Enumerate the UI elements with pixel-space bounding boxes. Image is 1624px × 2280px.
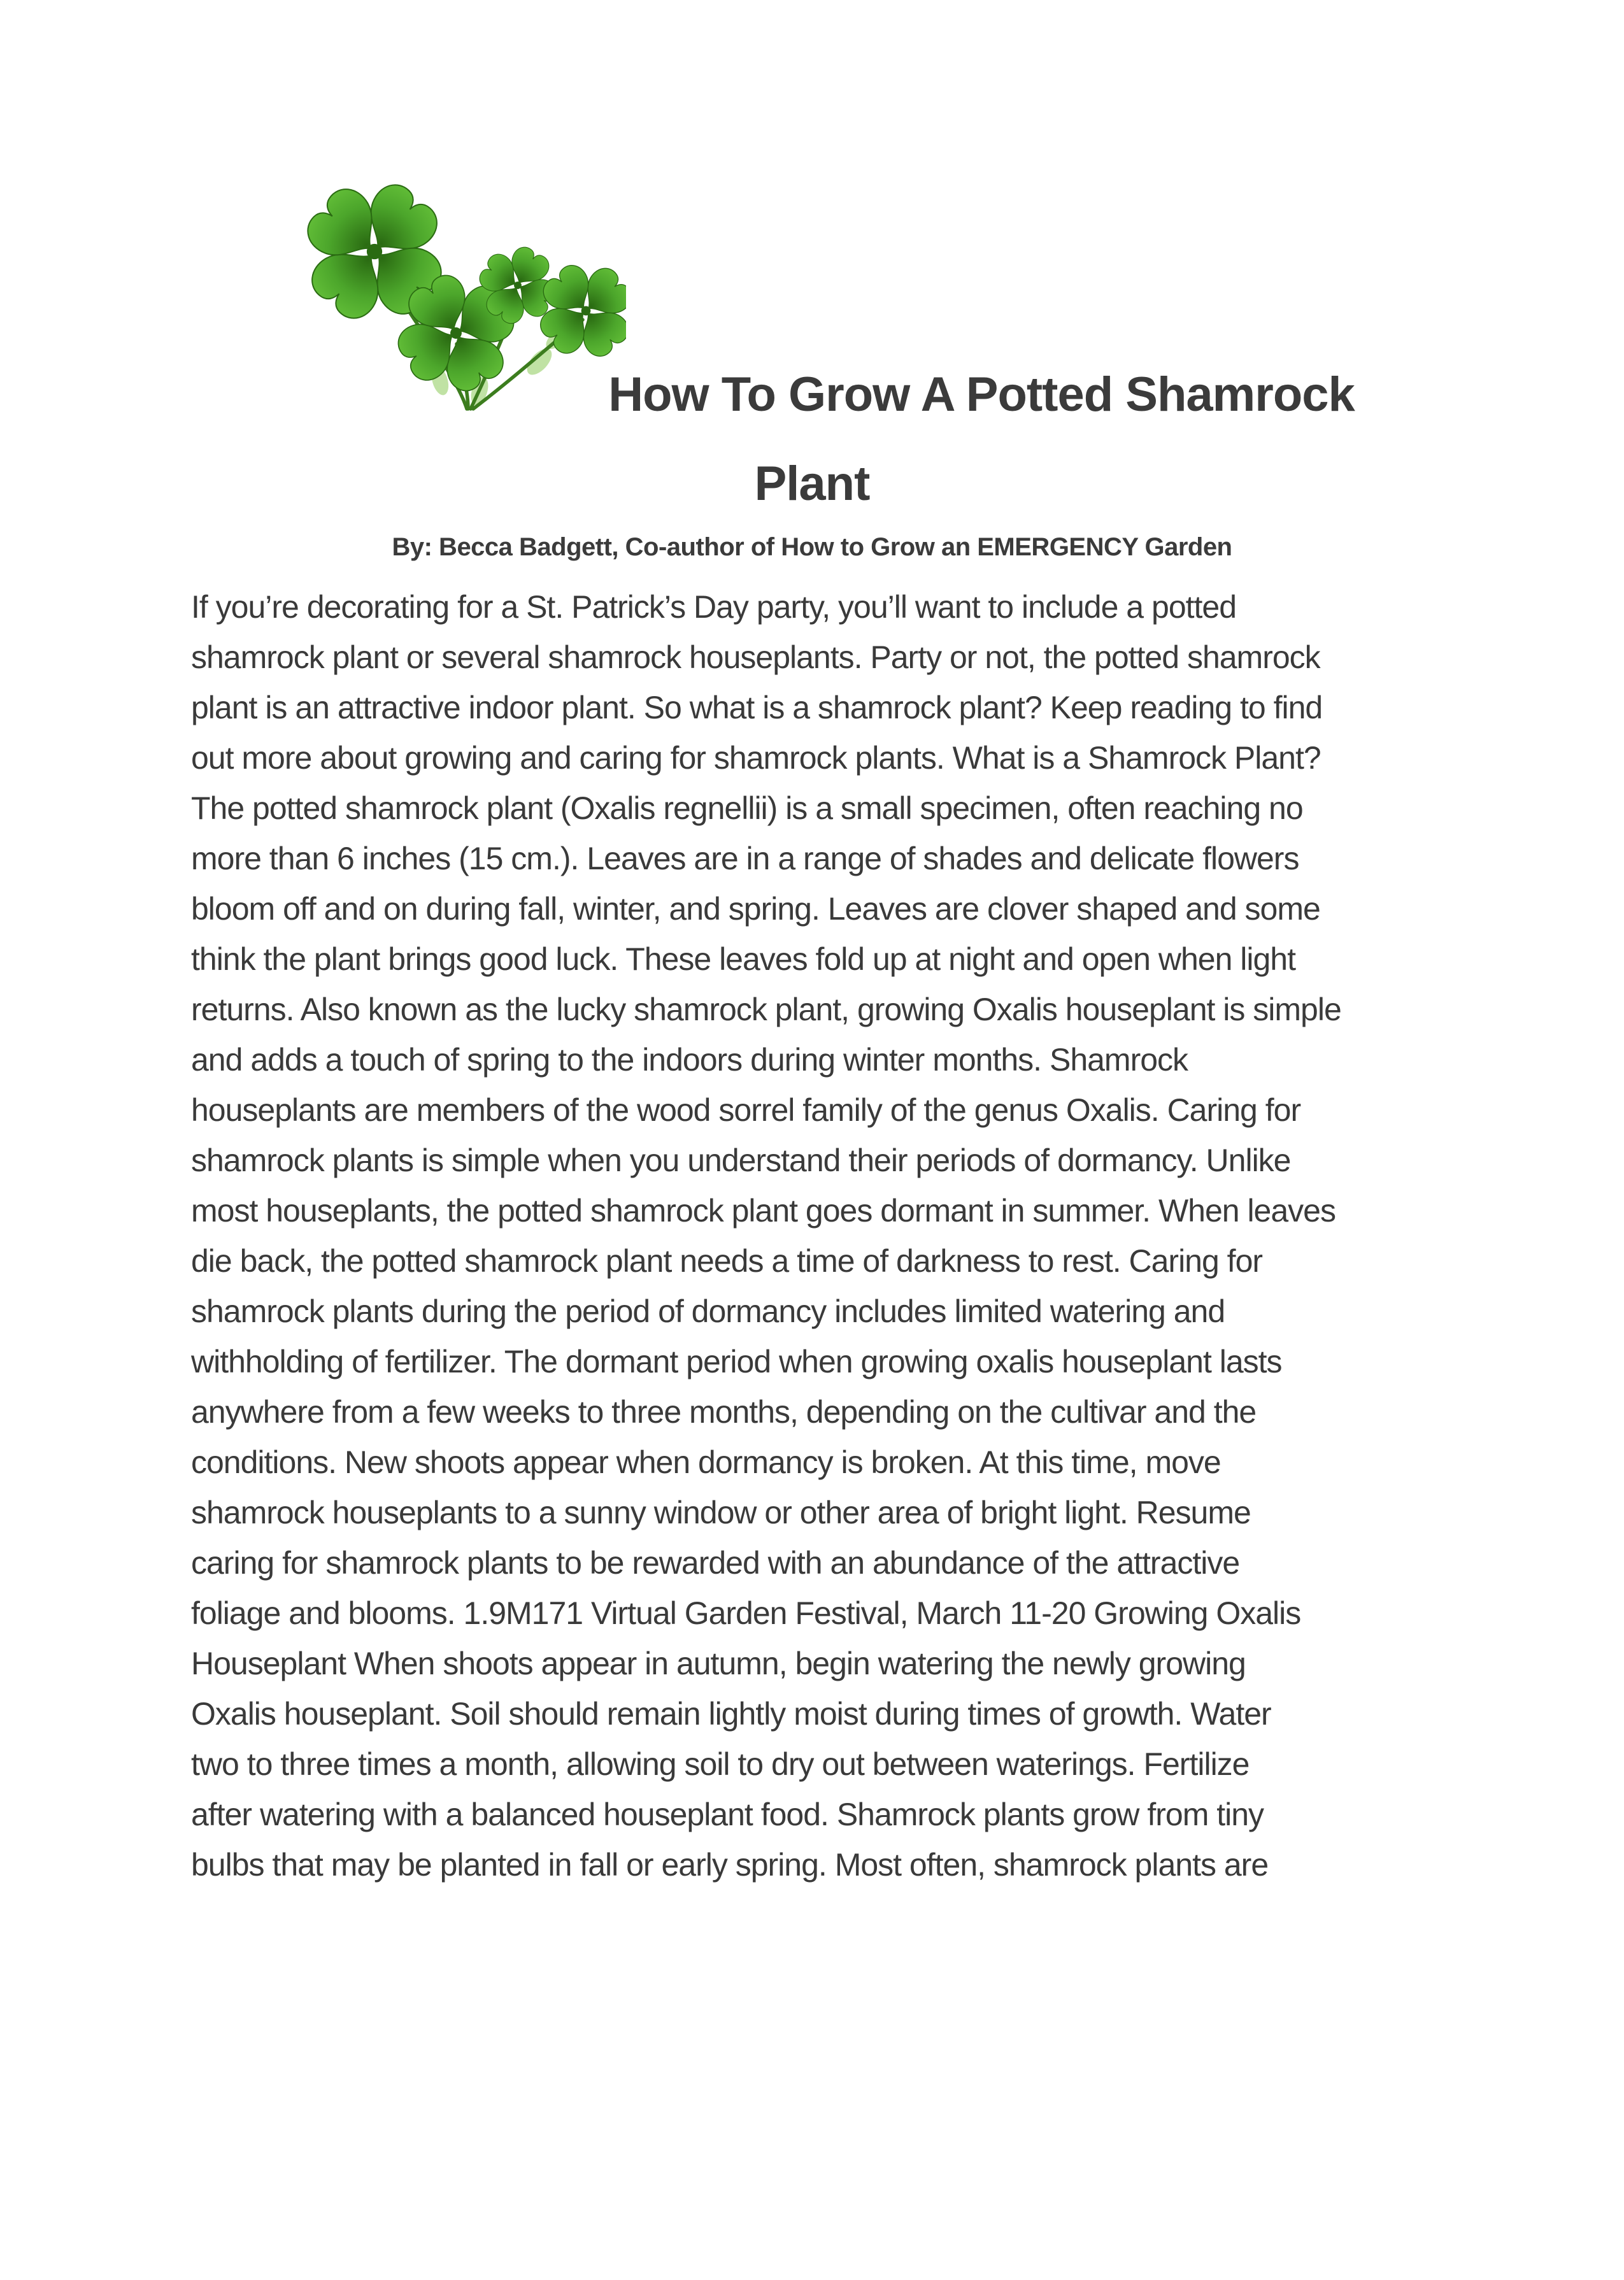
body-line: two to three times a month, allowing soil to dry out between waterings. Fertilize: [191, 1746, 1250, 1782]
body-line: Oxalis houseplant. Soil should remain lightly moist during times of growth. Water: [191, 1696, 1271, 1732]
byline: By: Becca Badgett, Co-author of How to Grow an EMERGENCY Garden: [392, 533, 1232, 561]
body-line: Houseplant When shoots appear in autumn, begin watering the newly growing: [191, 1646, 1246, 1681]
body-line: anywhere from a few weeks to three months, depending on the cultivar and the: [191, 1394, 1257, 1430]
document-page: [0, 178, 1624, 2280]
body-line: withholding of fertilizer. The dormant period when growing oxalis houseplant lasts: [191, 1344, 1282, 1379]
page-title-line2: Plant: [754, 457, 870, 511]
body-line: shamrock plant or several shamrock houseplants. Party or not, the potted shamrock: [191, 639, 1320, 675]
body-line: most houseplants, the potted shamrock plant goes dormant in summer. When leaves: [191, 1193, 1336, 1229]
body-line: bulbs that may be planted in fall or early spring. Most often, shamrock plants are: [191, 1847, 1269, 1883]
title-block: [191, 178, 1433, 529]
body-text: [191, 582, 1433, 1890]
body-line: more than 6 inches (15 cm.). Leaves are in a range of shades and delicate flowers: [191, 841, 1299, 876]
body-line: shamrock plants during the period of dormancy includes limited watering and: [191, 1293, 1225, 1329]
body-line: houseplants are members of the wood sorrel family of the genus Oxalis. Caring for: [191, 1092, 1301, 1128]
body-line: foliage and blooms. 1.9M171 Virtual Garden Festival, March 11-20 Growing Oxalis: [191, 1595, 1301, 1631]
clover-svg: [269, 178, 626, 411]
body-line: shamrock houseplants to a sunny window or other area of bright light. Resume: [191, 1495, 1251, 1530]
body-line: The potted shamrock plant (Oxalis regnellii) is a small specimen, often reaching no: [191, 790, 1303, 826]
body-line: out more about growing and caring for shamrock plants. What is a Shamrock Plant?: [191, 740, 1321, 776]
body-line: think the plant brings good luck. These leaves fold up at night and open when light: [191, 941, 1295, 977]
body-line: shamrock plants is simple when you understand their periods of dormancy. Unlike: [191, 1143, 1291, 1178]
shamrock-clover-illustration: [269, 178, 626, 411]
body-line: and adds a touch of spring to the indoors during winter months. Shamrock: [191, 1042, 1188, 1078]
body-line: bloom off and on during fall, winter, and spring. Leaves are clover shaped and some: [191, 891, 1320, 927]
body-line: after watering with a balanced houseplant food. Shamrock plants grow from tiny: [191, 1797, 1264, 1832]
body-line: If you’re decorating for a St. Patrick’s Day party, you’ll want to include a potted: [191, 589, 1237, 625]
body-line: die back, the potted shamrock plant needs a time of darkness to rest. Caring for: [191, 1243, 1263, 1279]
body-line: plant is an attractive indoor plant. So what is a shamrock plant? Keep reading to find: [191, 690, 1323, 725]
page-title-line1: How To Grow A Potted Shamrock: [608, 367, 1355, 422]
body-line: conditions. New shoots appear when dormancy is broken. At this time, move: [191, 1444, 1221, 1480]
body-line: caring for shamrock plants to be rewarded with an abundance of the attractive: [191, 1545, 1240, 1581]
body-line: returns. Also known as the lucky shamrock plant, growing Oxalis houseplant is simple: [191, 992, 1341, 1027]
